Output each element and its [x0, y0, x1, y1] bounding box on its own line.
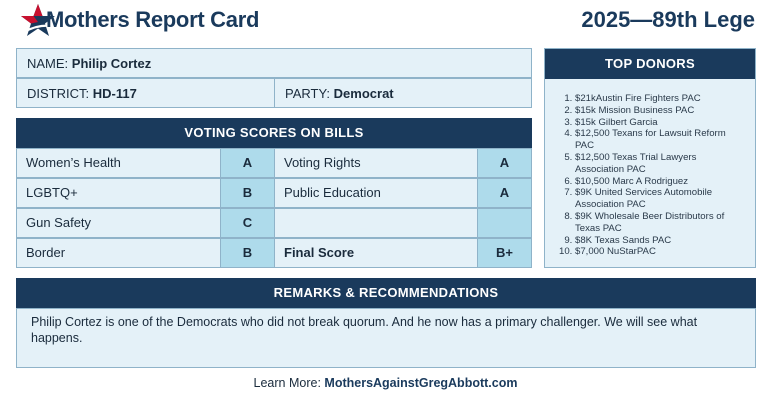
vote-grade-womens-health: A	[220, 148, 275, 178]
name-field	[16, 48, 532, 78]
donor-item: 6. $10,500 Marc A Rodriguez	[575, 176, 747, 188]
donors-list	[545, 93, 755, 258]
vote-label-border: Border	[16, 238, 221, 268]
remarks-text: Philip Cortez is one of the Democrats who did not break quorum. And he now has a primary challenger. We will see what happens.	[16, 308, 756, 368]
donor-item: 8. $9K Wholesale Beer Distributors of Texas PAC	[575, 211, 747, 235]
district-label: DISTRICT:	[27, 86, 90, 101]
footer-website-link[interactable]: MothersAgainstGregAbbott.com	[324, 376, 518, 390]
footer-prefix: Learn More:	[253, 376, 325, 390]
final-score-label: Final Score	[274, 238, 478, 268]
donor-item: 1. $21kAustin Fire Fighters PAC	[575, 93, 747, 105]
district-value: HD-117	[92, 86, 137, 101]
party-label: PARTY:	[285, 86, 331, 101]
vote-grade-gun-safety: C	[220, 208, 275, 238]
donor-item: 4. $12,500 Texans for Lawsuit Reform PAC	[575, 128, 747, 152]
voting-scores-table	[16, 148, 532, 268]
vote-label-voting-rights: Voting Rights	[274, 148, 478, 178]
name-value: Philip Cortez	[71, 56, 152, 71]
vote-grade-public-education: A	[477, 178, 532, 208]
donor-item: 10. $7,000 NuStarPAC	[575, 246, 747, 258]
district-field	[16, 78, 275, 108]
donor-item: 5. $12,500 Texas Trial Lawyers Association PAC	[575, 152, 747, 176]
brand-title: Mothers Report Card	[46, 7, 260, 32]
donor-item: 2. $15k Mission Business PAC	[575, 105, 747, 117]
voting-scores-header: VOTING SCORES ON BILLS	[16, 118, 532, 148]
vote-grade-border: B	[220, 238, 275, 268]
session-title: 2025—89th Lege	[581, 7, 755, 32]
vote-label-public-education: Public Education	[274, 178, 478, 208]
vote-label-lgbtq: LGBTQ+	[16, 178, 221, 208]
vote-grade-empty	[477, 208, 532, 238]
remarks-header: REMARKS & RECOMMENDATIONS	[16, 278, 756, 308]
final-score-grade: B+	[477, 238, 532, 268]
vote-grade-voting-rights: A	[477, 148, 532, 178]
top-donors-panel	[544, 48, 756, 268]
party-value: Democrat	[333, 86, 394, 101]
name-label: NAME:	[27, 56, 69, 71]
vote-label-gun-safety: Gun Safety	[16, 208, 221, 238]
donor-item: 3. $15k Gilbert Garcia	[575, 117, 747, 129]
vote-grade-lgbtq: B	[220, 178, 275, 208]
party-field	[274, 78, 532, 108]
donor-item: 7. $9K United Services Automobile Association PAC	[575, 187, 747, 211]
vote-label-womens-health: Women’s Health	[16, 148, 221, 178]
footer	[0, 376, 771, 390]
vote-label-empty	[274, 208, 478, 238]
donor-item: 9. $8K Texas Sands PAC	[575, 235, 747, 247]
top-donors-header: TOP DONORS	[545, 49, 755, 79]
